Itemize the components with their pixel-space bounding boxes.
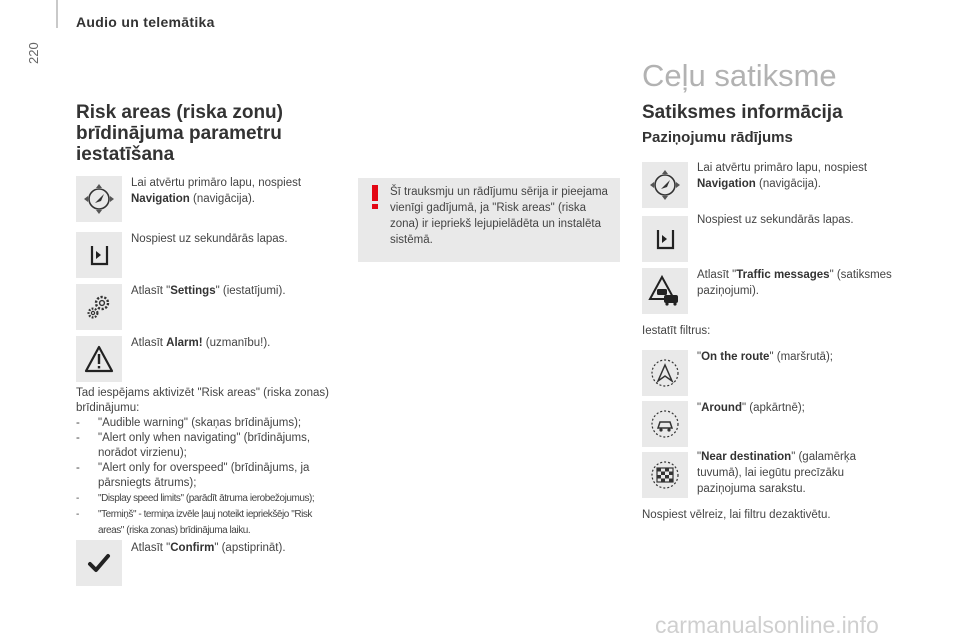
filter-near-destination: "Near destination" (galamērķa tuvumā), lai iegūtu precīzāku paziņojuma sarakstu. <box>697 451 857 495</box>
on-route-filter-button <box>642 350 688 396</box>
option-alert-navigating: - "Alert only when navigating" (brīdinājums, norādot virzienu); <box>76 431 334 461</box>
section-title: Ceļu satiksme <box>642 58 837 93</box>
near-destination-filter-button <box>642 452 688 498</box>
left-step-4: Atlasīt Alarm! (uzmanību!). <box>131 337 271 349</box>
option-audible-warning: - "Audible warning" (skaņas brīdinājums); <box>76 416 334 431</box>
risk-options-list <box>76 416 334 539</box>
around-filter-button <box>642 401 688 447</box>
risk-areas-heading: Risk areas (riska zonu) brīdinājuma parametru iestatīšana <box>76 102 283 165</box>
right-step-2: Nospiest uz sekundārās lapas. <box>697 214 854 226</box>
warning-exclamation-icon <box>370 184 380 210</box>
settings-gears-icon <box>82 290 116 324</box>
left-step-confirm: Atlasīt "Confirm" (apstiprināt). <box>131 542 286 554</box>
traffic-messages-button <box>642 268 688 314</box>
option-alert-overspeed: - "Alert only for overspeed" (brīdinājums, ja pārsniegts ātrums); <box>76 461 334 491</box>
option-display-speed-limits: - "Display speed limits" (parādīt ātruma ierobežojumus); <box>76 491 334 507</box>
watermark: carmanualsonline.info <box>655 612 879 638</box>
left-step-1: Lai atvērtu primāro lapu, nospiest Navigation (navigācija). <box>131 177 302 205</box>
secondary-page-icon <box>648 222 682 256</box>
page-rule <box>56 0 58 28</box>
right-navigation-button <box>642 162 688 208</box>
option-termins: - "Termiņš" - termiņa izvēle ļauj noteikt iepriekšējo "Risk areas" (riska zonas) brīdinājuma laiku. <box>76 507 334 539</box>
risk-options-block <box>76 386 334 539</box>
filter-around: "Around" (apkārtnē); <box>697 402 805 414</box>
left-step-2: Nospiest uz sekundārās lapas. <box>131 233 288 245</box>
nav-compass-icon <box>648 168 682 202</box>
page-number: 220 <box>26 42 41 64</box>
right-step-1: Lai atvērtu primāro lapu, nospiest Navigation (navigācija). <box>697 162 868 190</box>
filters-footer: Nospiest vēlreiz, lai filtru dezaktivētu. <box>642 509 831 521</box>
notifications-subheading: Paziņojumu rādījums <box>642 129 793 146</box>
warning-triangle-icon <box>82 342 116 376</box>
traffic-info-heading: Satiksmes informācija <box>642 102 843 123</box>
note-text: Šī trauksmju un rādījumu sērija ir pieejama vienīgi gadījumā, ja "Risk areas" (riska zona) ir iepriekš lejupielādēta un instalēta sistēmā. <box>390 186 608 246</box>
settings-button <box>76 284 122 330</box>
near-destination-filter-icon <box>648 458 682 492</box>
nav-compass-icon <box>82 182 116 216</box>
filters-label: Iestatīt filtrus: <box>642 325 711 337</box>
on-route-filter-icon <box>648 356 682 390</box>
filter-on-route: "On the route" (maršrutā); <box>697 351 833 363</box>
alarm-button <box>76 336 122 382</box>
secondary-page-button <box>76 232 122 278</box>
right-secondary-page-button <box>642 216 688 262</box>
confirm-button <box>76 540 122 586</box>
risk-options-intro: Tad iespējams aktivizēt "Risk areas" (riska zonas) brīdinājumu: <box>76 387 329 414</box>
navigation-button-icon <box>76 176 122 222</box>
left-step-3: Atlasīt "Settings" (iestatījumi). <box>131 285 286 297</box>
traffic-messages-icon <box>648 274 682 308</box>
secondary-page-icon <box>82 238 116 272</box>
around-filter-icon <box>648 407 682 441</box>
right-step-3: Atlasīt "Traffic messages" (satiksmes paziņojumi). <box>697 269 892 297</box>
chapter-title: Audio un telemātika <box>76 14 215 30</box>
checkmark-icon <box>82 546 116 580</box>
